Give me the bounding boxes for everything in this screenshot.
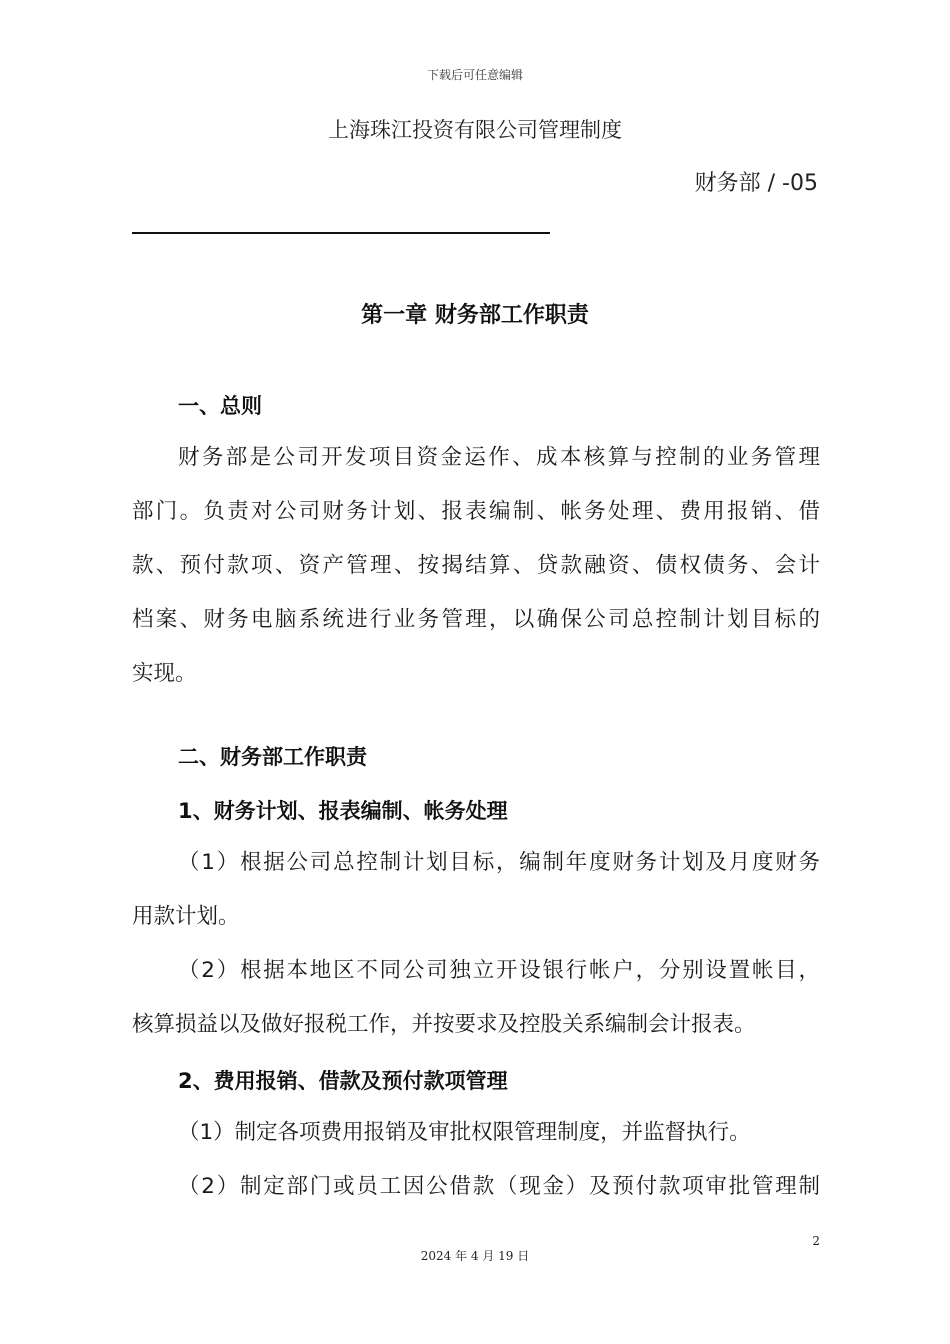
header-note: 下载后可任意编辑	[426, 68, 523, 82]
footer-date: 2024 年 4 月 19 日	[420, 1249, 530, 1263]
header-divider	[132, 232, 550, 234]
expenses-item-2	[132, 1160, 820, 1214]
chapter-title: 第一章 财务部工作职责	[361, 303, 589, 328]
document-code: 财务部 / -05	[694, 171, 818, 196]
paragraph-line: 款、预付款项、资产管理、按揭结算、贷款融资、债权债务、会计	[132, 553, 820, 578]
planning-item-1	[132, 836, 820, 944]
planning-item-2	[132, 944, 820, 1052]
item-line: （1）制定各项费用报销及审批权限管理制度，并监督执行。	[178, 1120, 751, 1145]
section-heading-duties: 二、财务部工作职责	[178, 745, 367, 769]
item-line: （2）制定部门或员工因公借款（现金）及预付款项审批管理制	[178, 1174, 820, 1199]
expenses-item-1	[132, 1106, 820, 1160]
item-line: （1）根据公司总控制计划目标，编制年度财务计划及月度财务	[178, 850, 820, 875]
section-general-paragraph	[132, 431, 820, 701]
item-line: 核算损益以及做好报税工作，并按要求及控股关系编制会计报表。	[132, 1012, 756, 1037]
paragraph-line: 部门。负责对公司财务计划、报表编制、帐务处理、费用报销、借	[132, 499, 820, 524]
item-line: （2）根据本地区不同公司独立开设银行帐户，分别设置帐目，	[178, 958, 820, 983]
section-heading-general: 一、总则	[178, 394, 262, 418]
paragraph-line: 实现。	[132, 661, 197, 686]
subsection-heading-expenses: 2、费用报销、借款及预付款项管理	[178, 1069, 508, 1093]
document-title: 上海珠江投资有限公司管理制度	[328, 118, 622, 142]
item-line: 用款计划。	[132, 904, 240, 929]
paragraph-line: 档案、财务电脑系统进行业务管理，以确保公司总控制计划目标的	[132, 607, 820, 632]
paragraph-line: 财务部是公司开发项目资金运作、成本核算与控制的业务管理	[178, 445, 820, 470]
page-number: 2	[812, 1234, 820, 1248]
subsection-heading-planning: 1、财务计划、报表编制、帐务处理	[178, 799, 508, 823]
